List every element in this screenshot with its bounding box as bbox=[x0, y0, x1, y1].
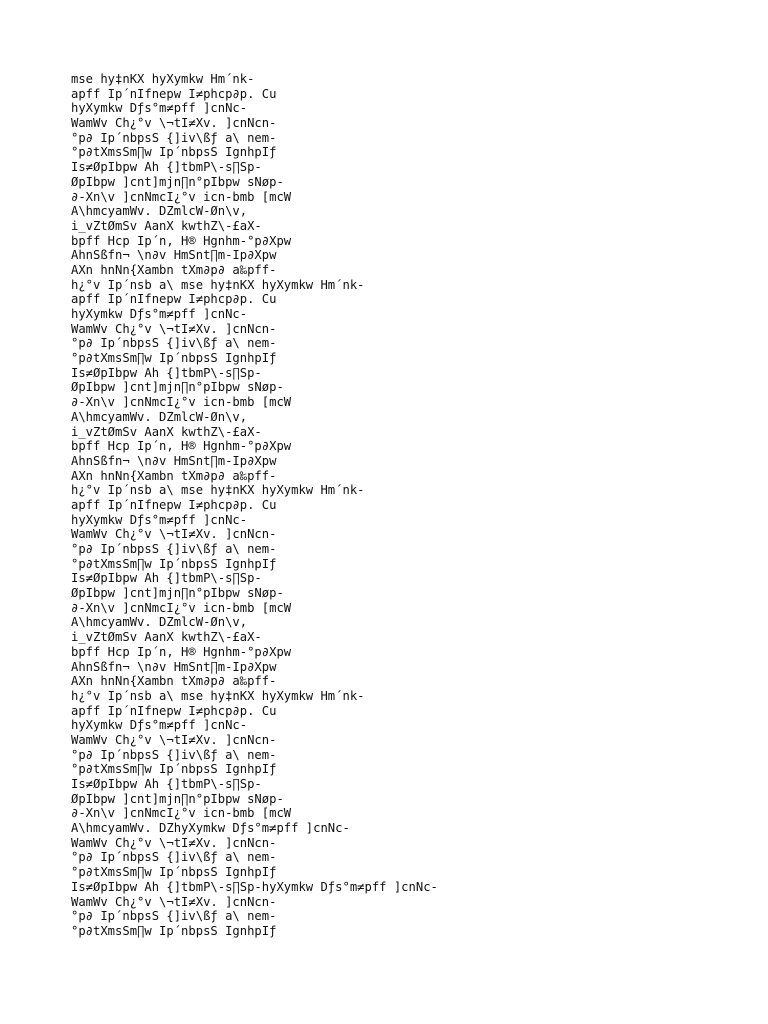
text-line: WamWv Ch¿°v \¬tI≠Xv. ]cnNcn- bbox=[71, 894, 277, 909]
text-line: A\hmcyamWv. DZmlcW-Øn\v, bbox=[71, 204, 248, 219]
text-line: °p∂ Ip´nbpsS {]iv\ßƒ a\ nem- bbox=[71, 850, 277, 865]
text-line: °p∂tXmsSm∏w Ip´nbpsS IgnhpIƒ bbox=[71, 762, 277, 777]
text-line: AXn hnNn{Xambn tXm∂p∂ a‰pff- bbox=[71, 468, 277, 483]
text-line: Is≠ØpIbpw Ah {]tbmP\-s∏Sp- bbox=[71, 571, 262, 586]
text-line: i_vZtØmSv AanX kwthZ\-£aX- bbox=[71, 630, 262, 645]
text-line: apff Ip´nIfnepw I≠phcp∂p. Cu bbox=[71, 86, 277, 101]
text-line: AXn hnNn{Xambn tXm∂p∂ a‰pff- bbox=[71, 674, 277, 689]
text-line: h¿°v Ip´nsb a\ mse hy‡nKX hyXymkw Hm´nk- bbox=[71, 483, 365, 498]
text-line: °p∂ Ip´nbpsS {]iv\ßƒ a\ nem- bbox=[71, 909, 277, 924]
text-line: °p∂tXmsSm∏w Ip´nbpsS IgnhpIƒ bbox=[71, 923, 277, 938]
text-line: Is≠ØpIbpw Ah {]tbmP\-s∏Sp- bbox=[71, 160, 262, 175]
text-line: AXn hnNn{Xambn tXm∂p∂ a‰pff- bbox=[71, 262, 277, 277]
text-line: °p∂ Ip´nbpsS {]iv\ßƒ a\ nem- bbox=[71, 130, 277, 145]
text-line: WamWv Ch¿°v \¬tI≠Xv. ]cnNcn- bbox=[71, 732, 277, 747]
text-line: hyXymkw Dƒs°m≠pff ]cnNc- bbox=[71, 718, 248, 733]
text-line: ∂-Xn\v ]cnNmcI¿°v icn-bmb [mcW bbox=[71, 395, 292, 410]
text-line: h¿°v Ip´nsb a\ mse hy‡nKX hyXymkw Hm´nk- bbox=[71, 277, 365, 292]
text-line: bpff Hcp Ip´n, H® Hgnhm-°p∂Xpw bbox=[71, 644, 292, 659]
text-line: AhnSßfn¬ \n∂v HmSnt∏m-Ip∂Xpw bbox=[71, 453, 277, 468]
text-line: i_vZtØmSv AanX kwthZ\-£aX- bbox=[71, 424, 262, 439]
text-line: °p∂tXmsSm∏w Ip´nbpsS IgnhpIƒ bbox=[71, 351, 277, 366]
text-line: h¿°v Ip´nsb a\ mse hy‡nKX hyXymkw Hm´nk- bbox=[71, 688, 365, 703]
text-line: WamWv Ch¿°v \¬tI≠Xv. ]cnNcn- bbox=[71, 527, 277, 542]
text-line: °p∂tXmsSm∏w Ip´nbpsS IgnhpIƒ bbox=[71, 145, 277, 160]
text-line: hyXymkw Dƒs°m≠pff ]cnNc- bbox=[71, 307, 248, 321]
text-line: bpff Hcp Ip´n, H® Hgnhm-°p∂Xpw bbox=[71, 233, 292, 248]
text-line: ØpIbpw ]cnt]mjn∏n°pIbpw sNøp- bbox=[71, 586, 284, 601]
text-line: °p∂ Ip´nbpsS {]iv\ßƒ a\ nem- bbox=[71, 542, 277, 556]
text-line: WamWv Ch¿°v \¬tI≠Xv. ]cnNcn- bbox=[71, 835, 277, 850]
text-line: WamWv Ch¿°v \¬tI≠Xv. ]cnNcn- bbox=[71, 116, 277, 131]
text-line: ∂-Xn\v ]cnNmcI¿°v icn-bmb [mcW bbox=[71, 806, 292, 821]
text-line: apff Ip´nIfnepw I≠phcp∂p. Cu bbox=[71, 703, 277, 718]
text-line: bpff Hcp Ip´n, H® Hgnhm-°p∂Xpw bbox=[71, 439, 292, 454]
text-line: i_vZtØmSv AanX kwthZ\-£aX- bbox=[71, 218, 262, 233]
text-line: Is≠ØpIbpw Ah {]tbmP\-s∏Sp- bbox=[71, 365, 262, 380]
text-line: Is≠ØpIbpw Ah {]tbmP\-s∏Sp-hyXymkw Dƒs°m≠pff ]cnNc- bbox=[71, 879, 438, 894]
text-line: apff Ip´nIfnepw I≠phcp∂p. Cu bbox=[71, 292, 277, 307]
text-line: ∂-Xn\v ]cnNmcI¿°v icn-bmb [mcW bbox=[71, 189, 292, 204]
text-line: apff Ip´nIfnepw I≠phcp∂p. Cu bbox=[71, 497, 277, 512]
text-line: °p∂tXmsSm∏w Ip´nbpsS IgnhpIƒ bbox=[71, 556, 277, 571]
text-line: °p∂ Ip´nbpsS {]iv\ßƒ a\ nem- bbox=[71, 747, 277, 762]
text-line: ØpIbpw ]cnt]mjn∏n°pIbpw sNøp- bbox=[71, 791, 284, 806]
text-line: A\hmcyamWv. DZhyXymkw Dƒs°m≠pff ]cnNc- bbox=[71, 821, 350, 836]
text-line: A\hmcyamWv. DZmlcW-Øn\v, bbox=[71, 615, 248, 630]
text-line: Is≠ØpIbpw Ah {]tbmP\-s∏Sp- bbox=[71, 777, 262, 791]
text-line: °p∂ Ip´nbpsS {]iv\ßƒ a\ nem- bbox=[71, 336, 277, 351]
text-line: ∂-Xn\v ]cnNmcI¿°v icn-bmb [mcW bbox=[71, 600, 292, 615]
text-line: ØpIbpw ]cnt]mjn∏n°pIbpw sNøp- bbox=[71, 380, 284, 395]
text-line: AhnSßfn¬ \n∂v HmSnt∏m-Ip∂Xpw bbox=[71, 659, 277, 674]
text-line: AhnSßfn¬ \n∂v HmSnt∏m-Ip∂Xpw bbox=[71, 248, 277, 263]
text-line: ØpIbpw ]cnt]mjn∏n°pIbpw sNøp- bbox=[71, 174, 284, 189]
text-line: mse hy‡nKX hyXymkw Hm´nk- bbox=[71, 72, 255, 86]
text-line: A\hmcyamWv. DZmlcW-Øn\v, bbox=[71, 409, 248, 424]
text-line: WamWv Ch¿°v \¬tI≠Xv. ]cnNcn- bbox=[71, 321, 277, 336]
text-line: hyXymkw Dƒs°m≠pff ]cnNc- bbox=[71, 101, 248, 116]
body-text bbox=[71, 72, 438, 939]
text-line: hyXymkw Dƒs°m≠pff ]cnNc- bbox=[71, 512, 248, 527]
text-line: °p∂tXmsSm∏w Ip´nbpsS IgnhpIƒ bbox=[71, 865, 277, 880]
